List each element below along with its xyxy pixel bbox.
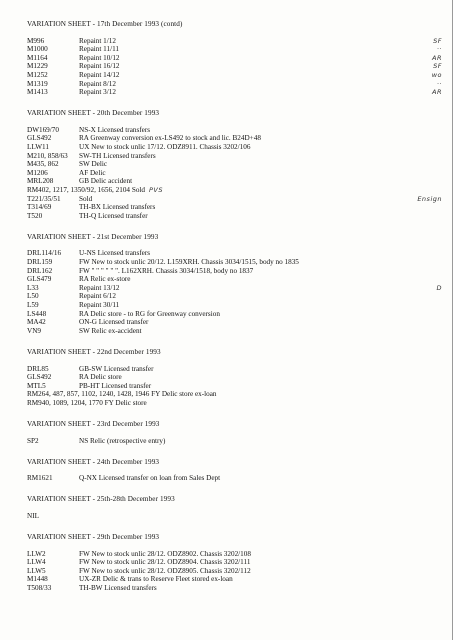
entry-text: TH-BX Licensed transfers xyxy=(79,203,156,212)
handwritten-note: PVS xyxy=(149,186,164,194)
entry-text: NS-X Licensed transfers xyxy=(79,125,151,134)
variation-sheets xyxy=(27,20,442,605)
section-heading: VARIATION SHEET - 22nd December 1993 xyxy=(27,347,161,356)
entry-text: Q-NX Licensed transfer on loan from Sales Dept xyxy=(79,474,221,483)
entry-row xyxy=(27,134,442,143)
entry-row xyxy=(27,267,442,276)
entry-row xyxy=(27,177,442,186)
entry-text: UX New to stock unlic 17/12. ODZ8911. Chassis 3202/106 xyxy=(79,143,251,152)
entry-row xyxy=(27,258,442,267)
vehicle-code: LLW5 xyxy=(27,566,46,575)
entry-text: RM940, 1089, 1204, 1770 FY Delic store xyxy=(27,398,147,407)
vehicle-code: M1229 xyxy=(27,62,48,71)
entry-text: NS Relic (retrospective entry) xyxy=(79,436,166,445)
vehicle-code: M1252 xyxy=(27,70,48,79)
entry-row xyxy=(27,301,442,310)
entry-row xyxy=(27,390,442,399)
entry-text: AF Delic xyxy=(79,168,106,177)
variation-section xyxy=(27,109,442,220)
entry-row xyxy=(27,284,442,293)
vehicle-code: NIL xyxy=(27,511,39,520)
vehicle-code: DRL159 xyxy=(27,258,53,267)
section-heading: VARIATION SHEET - 24th December 1993 xyxy=(27,457,160,466)
entry-text: Sold xyxy=(79,194,93,203)
vehicle-code: M1206 xyxy=(27,168,48,177)
entry-text: Repaint 6/12 xyxy=(79,292,116,301)
vehicle-code: MA42 xyxy=(27,318,46,327)
entry-row xyxy=(27,474,442,483)
entry-text: Repaint 13/12 xyxy=(79,283,120,292)
entry-row xyxy=(27,310,442,319)
section-heading: VARIATION SHEET - 23rd December 1993 xyxy=(27,419,160,428)
entry-text: RA Greenway conversion ex-LS492 to stock and lic. B24D+48 xyxy=(79,134,261,143)
entry-row xyxy=(27,88,442,97)
vehicle-code: DRL85 xyxy=(27,364,49,373)
entry-text: RA Delic store xyxy=(79,373,122,382)
vehicle-code: M435, 862 xyxy=(27,160,59,169)
entry-text: Repaint 14/12 xyxy=(79,70,120,79)
entry-row xyxy=(27,71,442,80)
section-heading: VARIATION SHEET - 17th December 1993 (contd) xyxy=(27,20,183,28)
entry-text: Repaint 11/11 xyxy=(79,45,119,54)
entry-text: Repaint 30/11 xyxy=(79,301,120,310)
vehicle-code: L50 xyxy=(27,292,39,301)
entry-text: UX-ZR Delic & trans to Reserve Fleet stored ex-loan xyxy=(79,575,233,584)
section-heading: VARIATION SHEET - 29th December 1993 xyxy=(27,533,160,542)
entry-text: RM402, 1217, 1350/92, 1656, 2104 Sold xyxy=(27,186,146,194)
entry-row xyxy=(27,195,442,204)
handwritten-note: AR xyxy=(432,53,442,62)
entry-text: RA Relic ex-store xyxy=(79,275,131,284)
vehicle-code: GLS492 xyxy=(27,373,52,382)
entry-row xyxy=(27,575,442,584)
vehicle-code: T508/33 xyxy=(27,584,52,592)
vehicle-code: SP2 xyxy=(27,436,39,445)
entry-row xyxy=(27,160,442,169)
entry-text: FW New to stock unlic 28/12. ODZ8902. Chassis 3202/108 xyxy=(79,549,251,558)
entry-text: RM264, 487, 857, 1102, 1240, 1428, 1946 FY Delic store ex-loan xyxy=(27,390,217,399)
section-heading: VARIATION SHEET - 20th December 1993 xyxy=(27,109,160,118)
variation-section xyxy=(27,533,442,593)
entry-text: Repaint 8/12 xyxy=(79,79,116,88)
vehicle-code: M1164 xyxy=(27,53,48,62)
entry-row xyxy=(27,249,442,258)
entry-row xyxy=(27,275,442,284)
vehicle-code: M1000 xyxy=(27,45,48,54)
entry-row xyxy=(27,62,442,71)
vehicle-code: LLW2 xyxy=(27,549,46,558)
entry-row xyxy=(27,318,442,327)
entry-text: TH-Q Licensed transfer xyxy=(79,211,148,220)
vehicle-code: L59 xyxy=(27,301,39,310)
entry-text: U-NS Licensed transfers xyxy=(79,249,151,258)
entry-text: FW New to stock unlic 28/12. ODZ8904. Chassis 3202/111 xyxy=(79,558,251,567)
entry-row xyxy=(27,80,442,89)
vehicle-code: GLS479 xyxy=(27,275,52,284)
entry-text: PB-HT Licensed transfer xyxy=(79,381,152,390)
entry-text: Repaint 16/12 xyxy=(79,62,120,71)
vehicle-code: LS448 xyxy=(27,309,47,318)
entry-text: SW Relic ex-accident xyxy=(79,326,142,335)
vehicle-code: T314/69 xyxy=(27,203,52,212)
handwritten-note: wo xyxy=(431,70,442,79)
entry-text: Repaint 3/12 xyxy=(79,88,116,97)
entry-row xyxy=(27,203,442,212)
handwritten-note: D xyxy=(436,283,442,292)
entry-row xyxy=(27,292,442,301)
vehicle-code: LLW11 xyxy=(27,143,49,152)
entry-text: Repaint 10/12 xyxy=(79,53,120,62)
entry-row xyxy=(27,512,442,521)
vehicle-code: M1448 xyxy=(27,575,48,584)
entry-row xyxy=(27,54,442,63)
handwritten-note: ·· xyxy=(436,79,442,88)
entry-row xyxy=(27,550,442,559)
entry-row xyxy=(27,143,442,152)
variation-section xyxy=(27,233,442,336)
vehicle-code: RM1621 xyxy=(27,474,53,483)
section-heading: VARIATION SHEET - 21st December 1993 xyxy=(27,232,159,241)
entry-text: FW New to stock unlic 28/12. ODZ8905. Chassis 3202/112 xyxy=(79,566,251,575)
entry-row xyxy=(27,584,442,593)
handwritten-note: Ensign xyxy=(417,194,442,203)
variation-section xyxy=(27,458,442,483)
entry-row xyxy=(27,45,442,54)
entry-text: FW New to stock unlic 20/12. L159XRH. Chassis 3034/1515, body no 1835 xyxy=(79,258,299,267)
vehicle-code: VN9 xyxy=(27,326,41,335)
entry-row xyxy=(27,186,442,195)
vehicle-code: MRL208 xyxy=(27,177,54,186)
entry-row xyxy=(27,365,442,374)
vehicle-code: M996 xyxy=(27,36,45,45)
vehicle-code: L33 xyxy=(27,283,39,292)
entry-row xyxy=(27,126,442,135)
entry-row xyxy=(27,558,442,567)
vehicle-code: M1413 xyxy=(27,88,48,97)
entry-row xyxy=(27,169,442,178)
entry-row xyxy=(27,373,442,382)
entry-row xyxy=(27,567,442,576)
handwritten-note: ·· xyxy=(436,45,442,54)
entry-text: Repaint 1/12 xyxy=(79,36,116,45)
variation-section xyxy=(27,420,442,445)
vehicle-code: DRL114/16 xyxy=(27,249,62,258)
vehicle-code: DRL162 xyxy=(27,266,53,275)
handwritten-note: SF xyxy=(433,36,442,45)
variation-section xyxy=(27,495,442,520)
entry-text: RA Delic store - to RG for Greenway conversion xyxy=(79,309,220,318)
handwritten-note: SF xyxy=(433,62,442,71)
entry-row xyxy=(27,437,442,446)
entry-row xyxy=(27,399,442,408)
entry-row xyxy=(27,327,442,336)
entry-text: TH-BW Licensed transfers xyxy=(79,584,157,592)
vehicle-code: DW169/70 xyxy=(27,125,59,134)
entry-text: GB-SW Licensed transfer xyxy=(79,364,154,373)
entry-row xyxy=(27,152,442,161)
entry-text: FW " " " " " ". L162XRH. Chassis 3034/1518, body no 1837 xyxy=(79,266,254,275)
vehicle-code: M210, 858/63 xyxy=(27,151,68,160)
entry-text: SW Delic xyxy=(79,160,108,169)
entry-text xyxy=(79,512,442,521)
vehicle-code: LLW4 xyxy=(27,558,46,567)
vehicle-code: T520 xyxy=(27,211,43,220)
vehicle-code: M1319 xyxy=(27,79,48,88)
variation-section xyxy=(27,348,442,408)
entry-row xyxy=(27,212,442,221)
vehicle-code: MTL5 xyxy=(27,381,46,390)
vehicle-code: T221/35/51 xyxy=(27,194,61,203)
entry-text: GB Delic accident xyxy=(79,177,133,186)
entry-text: SW-TH Licensed transfers xyxy=(79,151,156,160)
vehicle-code: GLS492 xyxy=(27,134,52,143)
handwritten-note: AR xyxy=(432,88,442,97)
entry-row xyxy=(27,382,442,391)
variation-section xyxy=(27,20,442,97)
entry-text: ON-G Licensed transfer xyxy=(79,318,149,327)
entry-row xyxy=(27,37,442,46)
section-heading: VARIATION SHEET - 25th-28th December 1993 xyxy=(27,495,175,504)
